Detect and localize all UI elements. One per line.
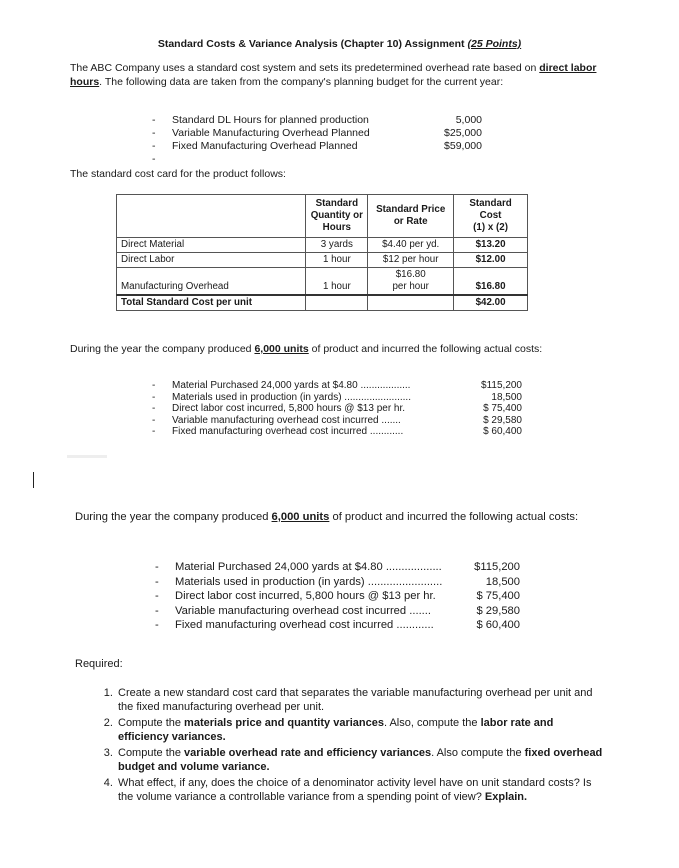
question-3: 3. Compute the variable overhead rate and efficiency variances. Also compute the fixed overhead budget and volume variance.: [116, 747, 606, 774]
list-item: - Standard DL Hours for planned production 5,000: [152, 114, 482, 126]
faint-mark: [67, 455, 107, 458]
card-intro: The standard cost card for the product follows:: [70, 168, 286, 180]
required-label: Required:: [75, 658, 123, 670]
question-4: 4. What effect, if any, does the choice of a denominator activity level have on unit standard costs? Is the volume variance a controllable variance from a spending point of view? Explain.: [116, 777, 606, 804]
list-item: - Materials used in production (in yards) ........................ 18,500: [152, 391, 522, 403]
list-item: - Variable Manufacturing Overhead Planned $25,000: [152, 127, 482, 139]
table-row: Direct Labor 1 hour $12 per hour $12.00: [117, 253, 528, 268]
intro-part1: The ABC Company uses a standard cost system and sets its predetermined overhead rate based on: [70, 62, 537, 74]
table-total-row: Total Standard Cost per unit $42.00: [117, 295, 528, 311]
list-item: - Variable manufacturing overhead cost incurred ....... $ 29,580: [152, 414, 522, 426]
list-item: - Fixed Manufacturing Overhead Planned $59,000: [152, 140, 482, 152]
list-item: - Fixed manufacturing overhead cost incurred ............ $ 60,400: [152, 426, 522, 437]
list-item: - Fixed manufacturing overhead cost incurred ............ $ 60,400: [155, 619, 520, 631]
list-item: - Materials used in production (in yards) ........................ 18,500: [155, 575, 520, 588]
list-item: - Material Purchased 24,000 yards at $4.80 .................. $115,200: [155, 561, 520, 573]
title-text: Standard Costs & Variance Analysis (Chapter 10) Assignment: [157, 38, 465, 50]
question-2: 2. Compute the materials price and quantity variances. Also, compute the labor rate and efficiency variances.: [116, 717, 606, 744]
list-item: - Material Purchased 24,000 yards at $4.80 .................. $115,200: [152, 380, 522, 391]
table-header: [117, 195, 528, 238]
planning-list: [152, 114, 492, 166]
table-row: Direct Material 3 yards $4.40 per yd. $13.20: [117, 238, 528, 253]
actual-intro-2: During the year the company produced 6,000 units of product and incurred the following actual costs:: [75, 511, 579, 523]
list-item: - Variable manufacturing overhead cost incurred ....... $ 29,580: [155, 604, 520, 617]
list-item-empty: -: [152, 153, 156, 165]
header-rate: Standard Price or Rate: [368, 195, 454, 238]
assignment-title: [0, 38, 679, 50]
text-cursor: [33, 472, 34, 488]
standard-cost-card: [116, 194, 528, 311]
actual-list-2: [155, 560, 530, 633]
intro-basis: direct labor hours: [70, 62, 597, 88]
title-points: (25 Points): [467, 38, 522, 50]
header-qty: Standard Quantity or Hours: [306, 195, 368, 238]
actual-list-1: [152, 380, 532, 438]
question-1: 1. Create a new standard cost card that separates the variable manufacturing overhead per unit and the fixed manufacturing overhead per unit.: [116, 687, 606, 714]
list-item: - Direct labor cost incurred, 5,800 hours @ $13 per hr. $ 75,400: [152, 403, 522, 414]
intro-paragraph: [70, 62, 610, 89]
table-row: Manufacturing Overhead 1 hour $16.80 per hour $16.80: [117, 268, 528, 296]
intro-part2: . The following data are taken from the company's planning budget for the current year:: [99, 75, 504, 88]
actual-intro-1: During the year the company produced 6,000 units of product and incurred the following actual costs:: [70, 343, 543, 355]
header-cost: Standard Cost (1) x (2): [454, 195, 528, 238]
list-item: - Direct labor cost incurred, 5,800 hours @ $13 per hr. $ 75,400: [155, 590, 520, 602]
required-list: [96, 687, 606, 807]
